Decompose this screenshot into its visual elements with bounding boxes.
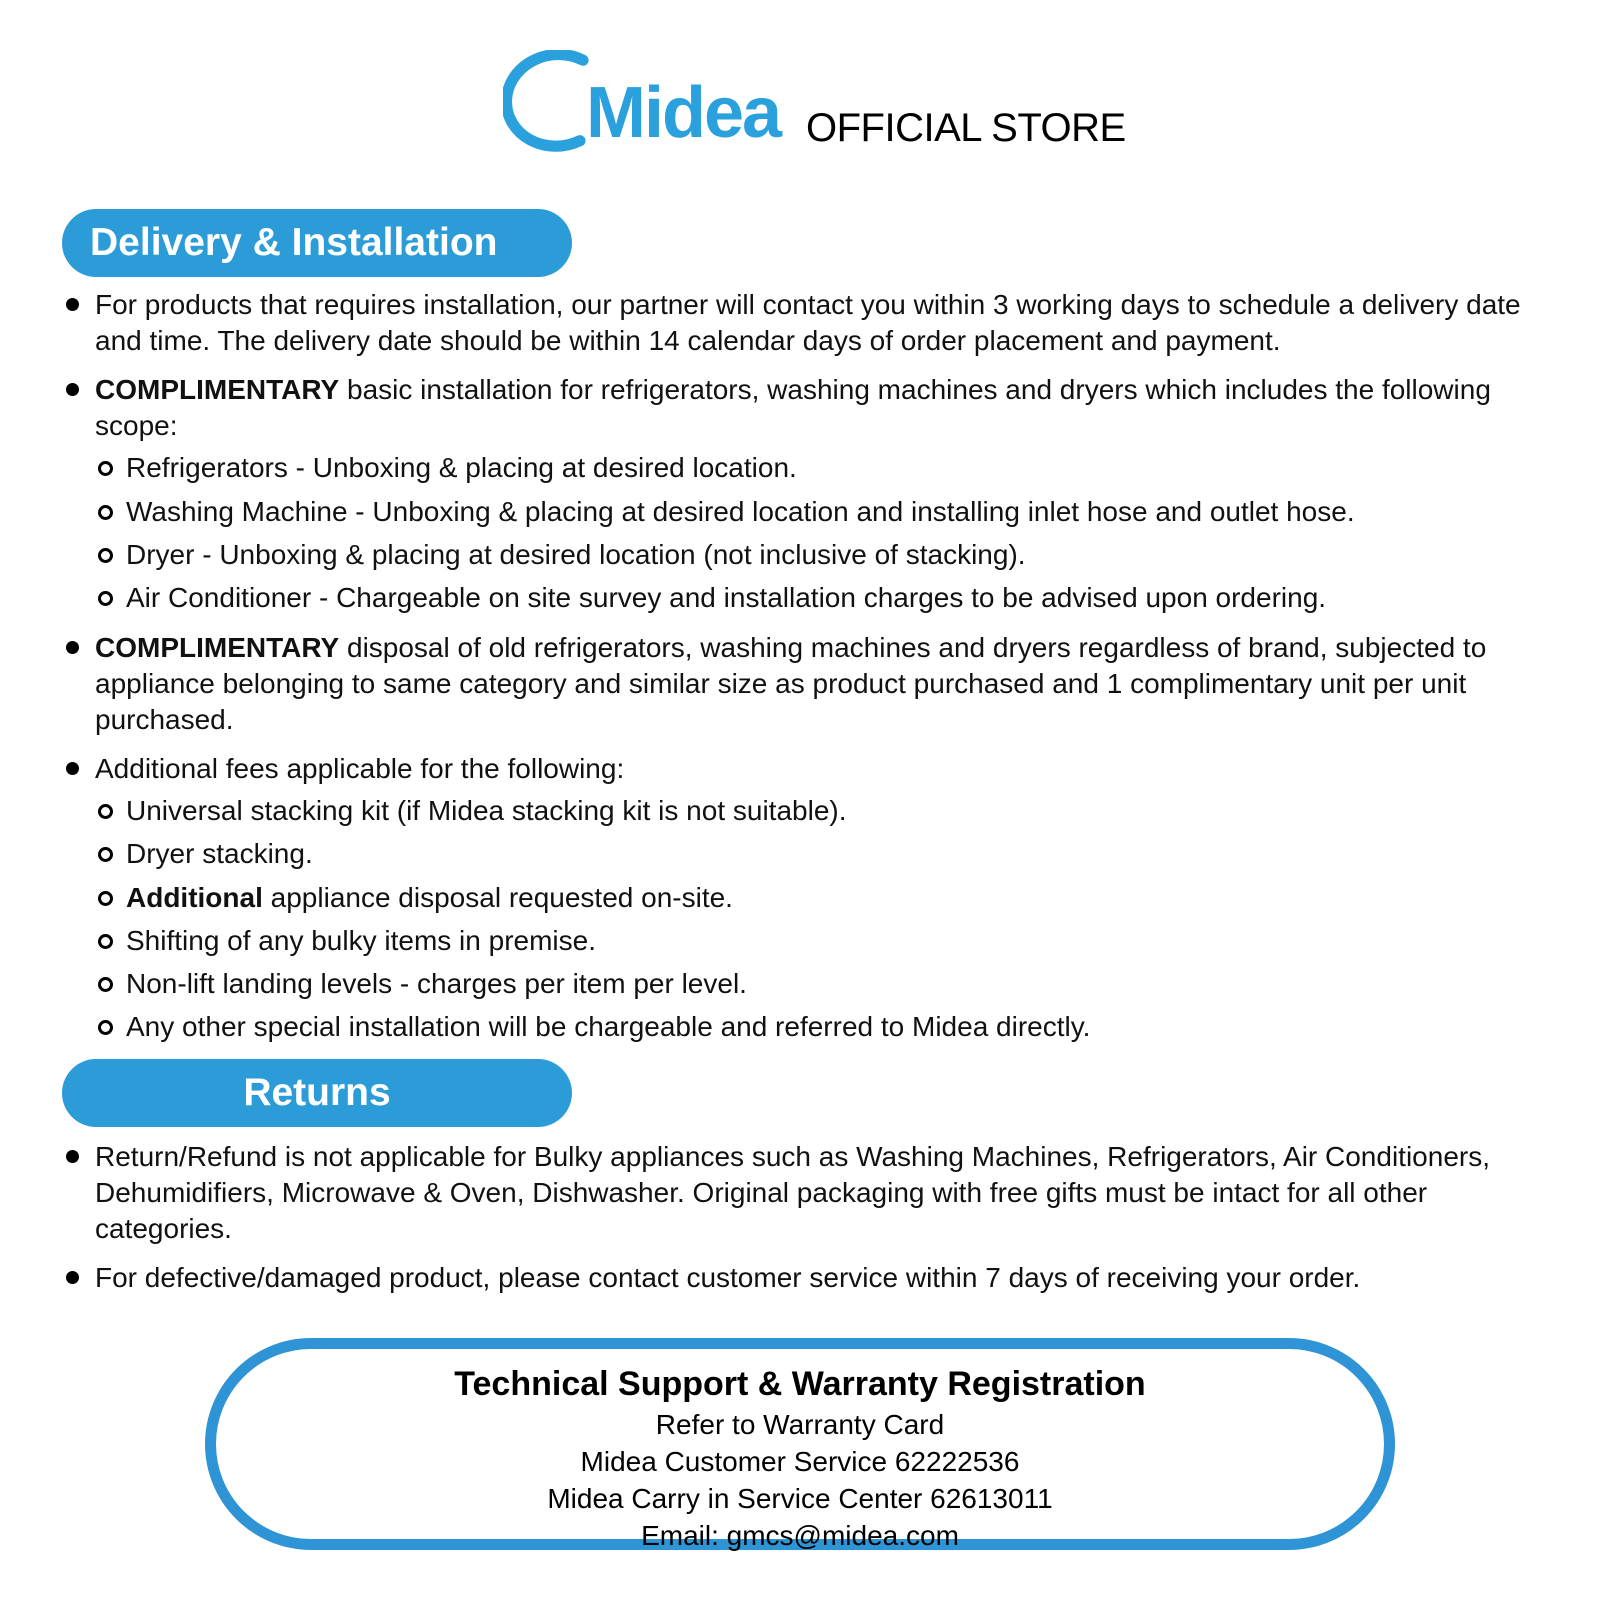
sub-bullet-bold: Additional <box>126 881 263 913</box>
bullet-body: For products that requires installation, our partner will contact you within 3 working days to schedule a delivery date and time. The delivery date should be within 14 calendar days of order placement and payment. <box>95 289 1521 357</box>
bullet-item <box>64 372 1545 444</box>
bullet-dot-icon <box>66 383 79 396</box>
bullet-text <box>95 1260 1545 1296</box>
circle-bullet-icon <box>98 804 113 819</box>
circle-bullet-icon <box>98 591 113 606</box>
brand-header <box>0 0 1600 185</box>
sub-bullet-item <box>98 966 1545 1002</box>
sub-bullet-item <box>98 450 1545 486</box>
midea-logo-text: Midea <box>586 73 781 153</box>
returns-list <box>0 1139 1600 1296</box>
sub-bullet-item <box>98 494 1545 530</box>
delivery-list <box>0 287 1600 1045</box>
bullet-bold: COMPLIMENTARY <box>95 631 340 663</box>
bullet-body: Additional fees applicable for the following: <box>95 753 625 785</box>
sub-bullet-text <box>126 923 1545 959</box>
bullet-bold: COMPLIMENTARY <box>95 374 340 406</box>
sub-bullet-body: Air Conditioner - Chargeable on site survey and installation charges to be advised upon ordering. <box>126 581 1327 613</box>
section-title-delivery-installation: Delivery & Installation <box>62 209 572 277</box>
circle-bullet-icon <box>98 461 113 476</box>
bullet-item <box>64 287 1545 359</box>
sub-bullet-text <box>126 966 1545 1002</box>
bullet-text <box>95 287 1545 359</box>
bullet-text <box>95 1139 1545 1247</box>
bullet-text <box>95 751 1545 787</box>
bullet-dot-icon <box>66 298 79 311</box>
bullet-dot-icon <box>66 1150 79 1163</box>
bullet-body: Return/Refund is not applicable for Bulky appliances such as Washing Machines, Refrigerators, Air Conditioners, Dehumidifiers, Microwave & Oven, Dishwasher. Original packaging with free gifts must be intact for all other categories. <box>95 1140 1490 1245</box>
sub-bullet-body: Refrigerators - Unboxing & placing at desired location. <box>126 452 797 484</box>
support-line-email: Email: gmcs@midea.com <box>641 1520 959 1552</box>
bullet-item <box>64 751 1545 787</box>
support-box <box>205 1338 1395 1550</box>
circle-bullet-icon <box>98 505 113 520</box>
sub-bullet-body: Non-lift landing levels - charges per item per level. <box>126 967 747 999</box>
bullet-item <box>64 1139 1545 1247</box>
sub-bullet-body: Universal stacking kit (if Midea stacking kit is not suitable). <box>126 795 847 827</box>
support-line-warranty-card: Refer to Warranty Card <box>655 1409 945 1441</box>
bullet-body: disposal of old refrigerators, washing machines and dryers regardless of brand, subjected to appliance belonging to same category and similar size as product purchased and 1 complimentary unit per unit purchased. <box>95 631 1487 736</box>
section-title-returns: Returns <box>62 1059 572 1127</box>
sub-bullet-body: Dryer - Unboxing & placing at desired location (not inclusive of stacking). <box>126 538 1026 570</box>
sub-bullet-item <box>98 836 1545 872</box>
sub-bullet-text <box>126 1009 1545 1045</box>
bullet-text <box>95 372 1545 444</box>
sub-bullet-item <box>98 793 1545 829</box>
sub-bullet-text <box>126 450 1545 486</box>
support-title: Technical Support & Warranty Registration <box>454 1365 1146 1404</box>
sub-bullet-text <box>126 880 1545 916</box>
bullet-dot-icon <box>66 641 79 654</box>
bullet-text <box>95 630 1545 738</box>
sub-bullet-text <box>126 836 1545 872</box>
sub-bullet-text <box>126 537 1545 573</box>
circle-bullet-icon <box>98 977 113 992</box>
circle-bullet-icon <box>98 891 113 906</box>
bullet-body: basic installation for refrigerators, washing machines and dryers which includes the following scope: <box>95 374 1491 442</box>
sub-bullet-body: Any other special installation will be chargeable and referred to Midea directly. <box>126 1010 1091 1042</box>
sub-bullet-body: Dryer stacking. <box>126 838 313 870</box>
sub-bullet-text <box>126 494 1545 530</box>
bullet-body: For defective/damaged product, please contact customer service within 7 days of receiving your order. <box>95 1262 1361 1294</box>
circle-bullet-icon <box>98 847 113 862</box>
sub-bullet-body: Shifting of any bulky items in premise. <box>126 924 596 956</box>
bullet-dot-icon <box>66 1271 79 1284</box>
sub-bullet-item <box>98 880 1545 916</box>
official-store-label: OFFICIAL STORE <box>806 106 1126 150</box>
sub-bullet-item <box>98 537 1545 573</box>
circle-bullet-icon <box>98 934 113 949</box>
circle-bullet-icon <box>98 548 113 563</box>
support-line-carry-in-center: Midea Carry in Service Center 62613011 <box>547 1483 1053 1515</box>
sub-bullet-item <box>98 580 1545 616</box>
sub-bullet-text <box>126 580 1545 616</box>
sub-bullet-body: appliance disposal requested on-site. <box>262 881 733 913</box>
sub-bullet-text <box>126 793 1545 829</box>
sub-bullet-item <box>98 1009 1545 1045</box>
sub-bullet-item <box>98 923 1545 959</box>
circle-bullet-icon <box>98 1020 113 1035</box>
support-line-customer-service: Midea Customer Service 62222536 <box>580 1446 1020 1478</box>
bullet-item <box>64 630 1545 738</box>
bullet-dot-icon <box>66 762 79 775</box>
bullet-item <box>64 1260 1545 1296</box>
sub-bullet-body: Washing Machine - Unboxing & placing at desired location and installing inlet hose and outlet hose. <box>126 495 1355 527</box>
